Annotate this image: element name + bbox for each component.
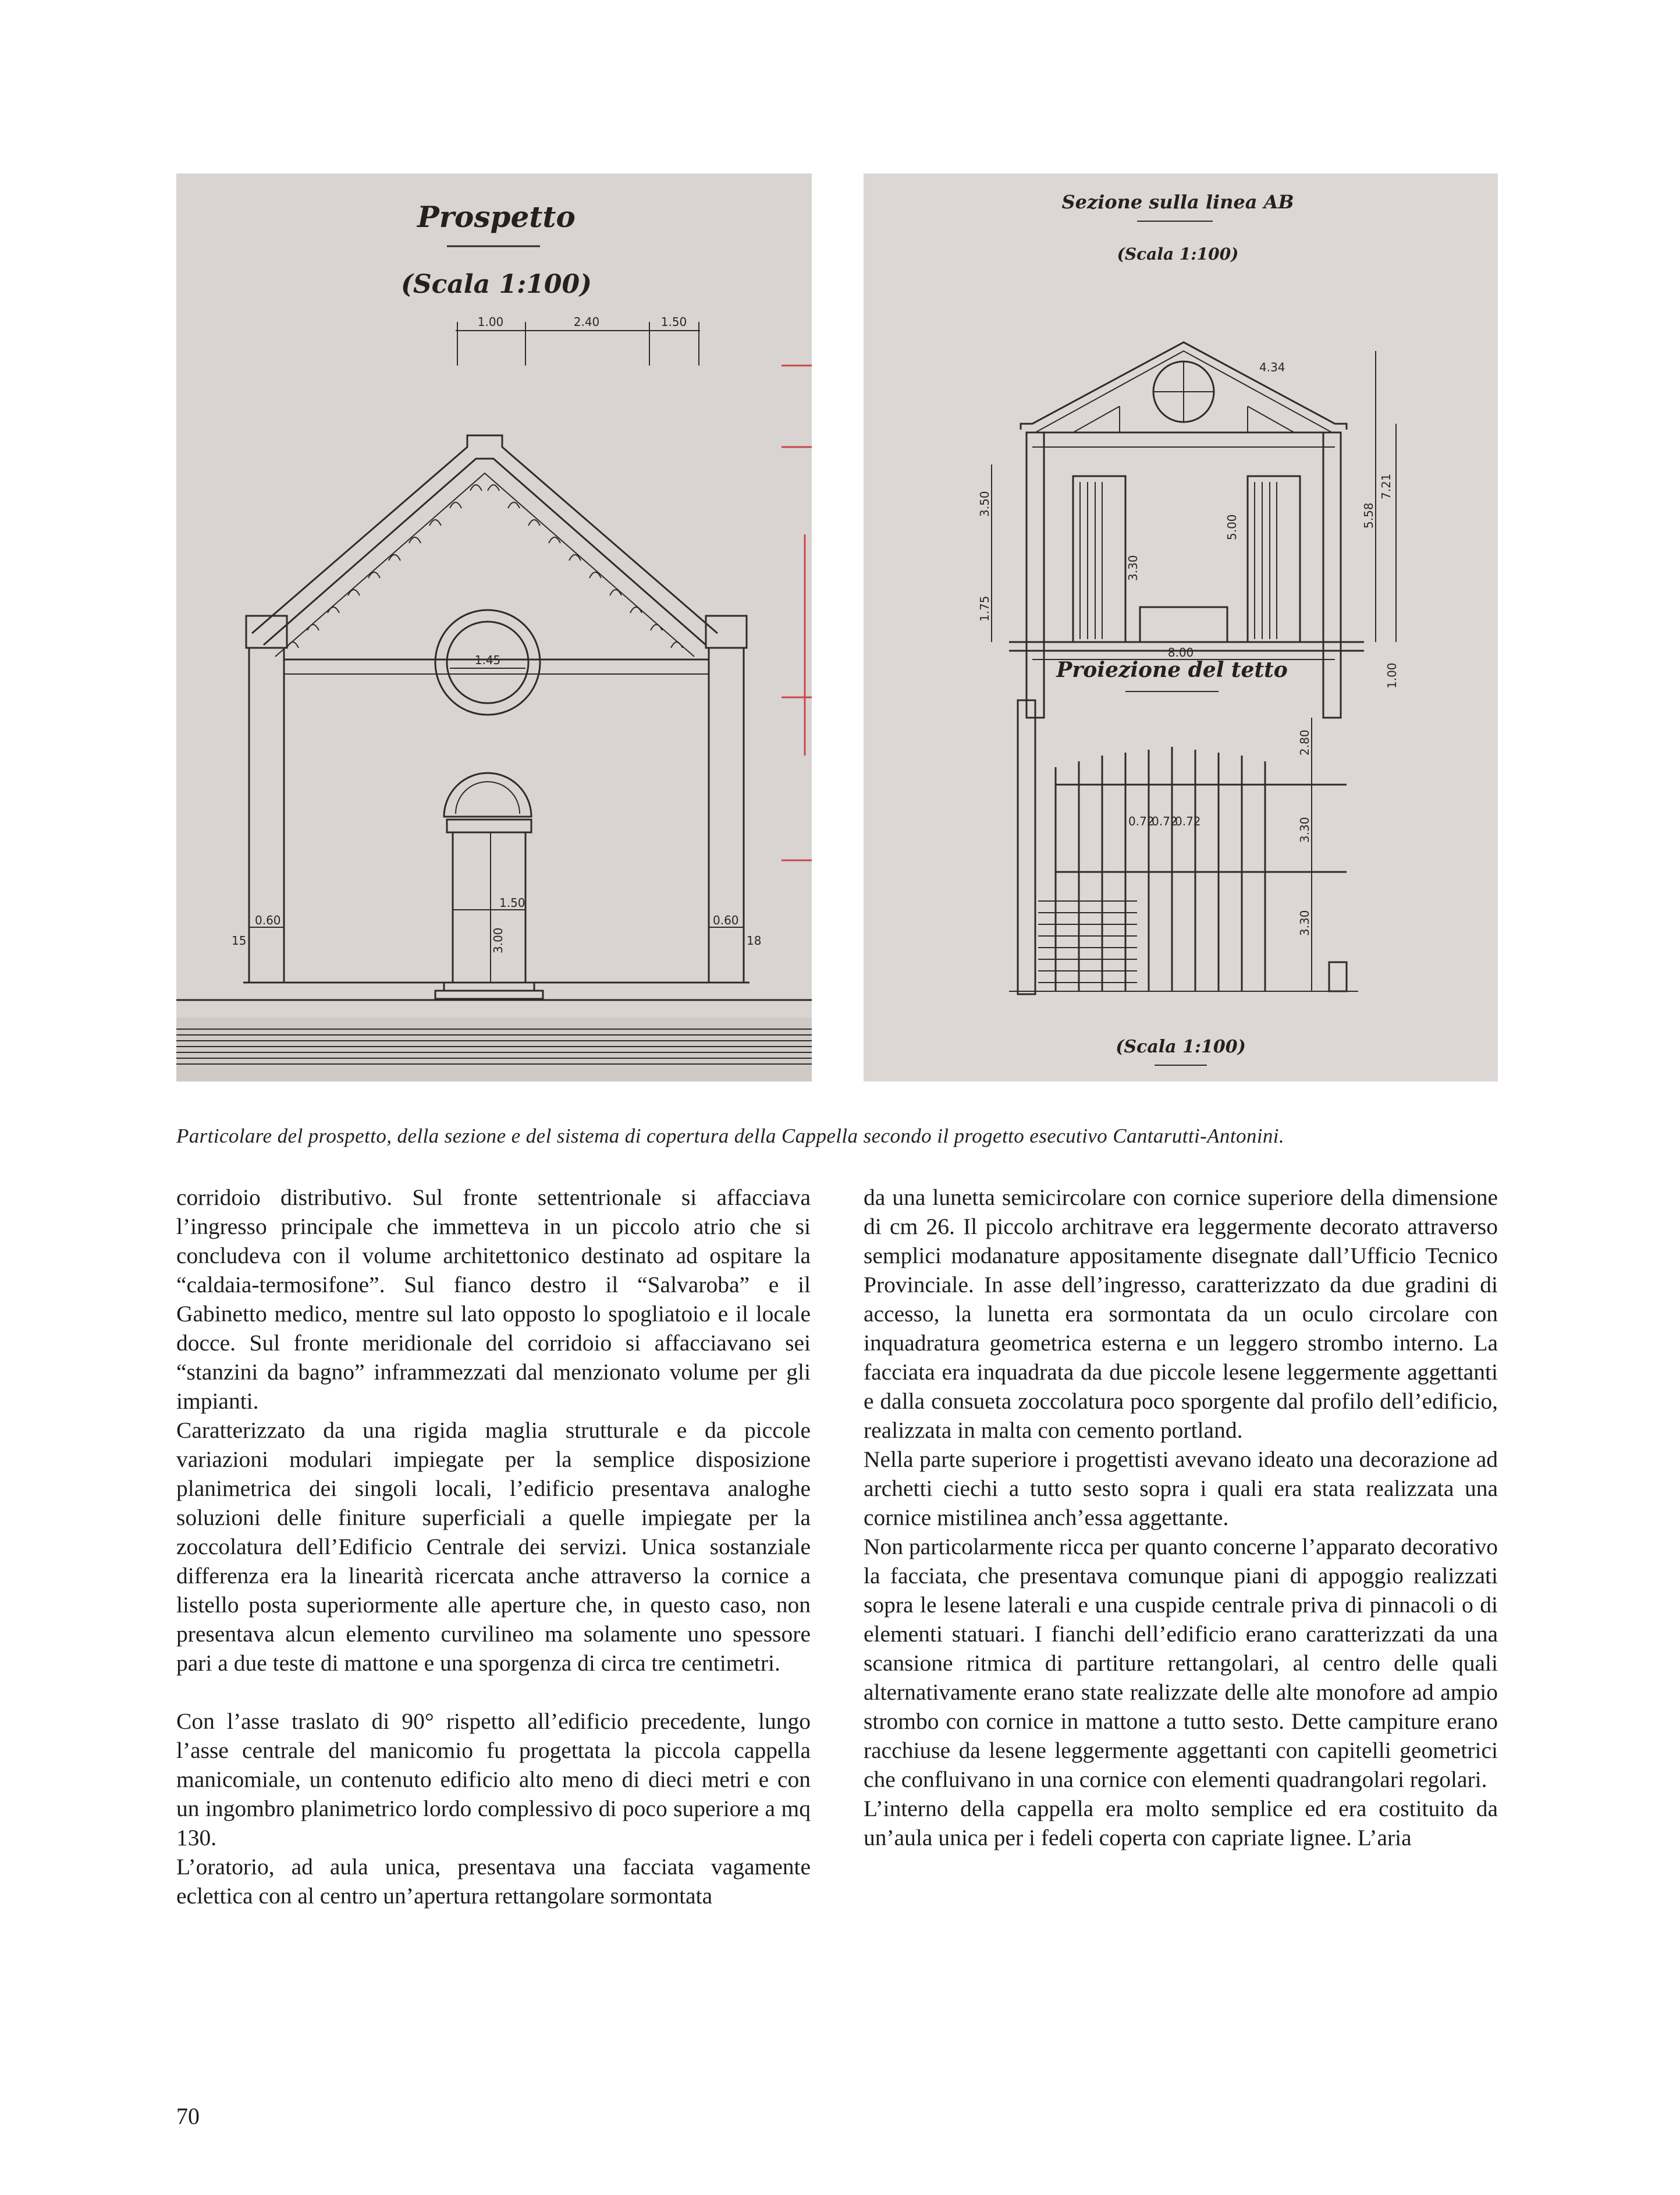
dim-side-height: 5.58 <box>1362 502 1376 529</box>
dim-roof-pitch: 4.34 <box>1259 360 1285 374</box>
dim-base-left: 15 <box>232 934 247 948</box>
figure-caption: Particolare del prospetto, della sezione e del sistema di copertura della Cappella secondo il progetto esecutivo Cantarutti-Antonini. <box>176 1125 1285 1147</box>
paragraph: Con l’asse traslato di 90° rispetto all’edificio precedente, lungo l’asse centrale del manicomio fu progettata la piccola cappella manicomiale, un contenuto edificio alto meno di dieci metri e con un ingombro planimetrico lordo complessivo di poco superiore a mq 130. <box>176 1708 811 1850</box>
figure-sezione-tetto <box>864 173 1498 1081</box>
dim-total-height: 7.21 <box>1379 473 1393 499</box>
paragraph: L’oratorio, ad aula unica, presentava una facciata vagamente eclettica con al centro un’apertura rettangolare sormontata <box>176 1854 811 1909</box>
dim-top-3: 1.50 <box>660 315 687 329</box>
section-title: Sezione sulla linea AB <box>1061 191 1294 213</box>
dim-inner-height: 5.00 <box>1225 514 1239 540</box>
paragraph: da una lunetta semicircolare con cornice superiore della dimensione di cm 26. Il piccolo architrave era leggermente decorato attraverso semplici modanature appositamente disegnate dall’Ufficio Tecnico Provinciale. In asse dell’ingresso, caratterizzato da due gradini di accesso, la lunetta era sormontata da un oculo circolare con inquadratura geometrica esterna e un leggero strombo interno. La facciata era inquadrata da due piccole lesene leggermente aggettanti e dalla consueta zoccolatura poco sporgente dal profilo dell’edificio, realizzata in malta con cemento portland. <box>864 1185 1498 1443</box>
dim-wall-left: 3.50 <box>978 491 992 517</box>
dim-roof-seg-3: 0.72 <box>1175 814 1201 828</box>
dim-base-right: 18 <box>747 934 762 948</box>
sezione-drawing <box>864 173 1498 1081</box>
roof-title: Proiezione del tetto <box>1056 658 1288 682</box>
prospetto-title: Prospetto <box>417 200 576 234</box>
dim-span: 8.00 <box>1167 646 1194 659</box>
dim-roof-seg-1: 0.72 <box>1128 814 1155 828</box>
prospetto-drawing <box>176 173 812 1081</box>
dim-door-left: 3.30 <box>1126 555 1140 581</box>
dim-pilaster-right: 0.60 <box>713 913 739 927</box>
text-column-left <box>176 1183 811 1910</box>
paragraph: Nella parte superiore i progettisti avevano ideato una decorazione ad archetti ciechi a tutto sesto sopra i quali era stata realizzata una cornice mistilinea anch’essa aggettante. <box>864 1446 1498 1530</box>
roof-scale: (Scala 1:100) <box>1116 1037 1246 1057</box>
prospetto-scale: (Scala 1:100) <box>401 270 592 299</box>
dim-door-width: 1.50 <box>499 896 525 910</box>
paragraph: Non particolarmente ricca per quanto concerne l’apparato decorativo la facciata, che presentava comunque piani di appoggio realizzati sopra le lesene laterali e una cuspide centrale priva di pinnacoli o di elementi statuari. I fianchi dell’edificio erano caratterizzati da una scansione ritmica di partiture rettangolari, al centro delle quali alternativamente erano state realizzate delle alte monofore ad ampio strombo con cornice in mattone a tutto sesto. Dette campiture erano racchiuse da lesene leggermente aggettanti con capitelli geometrici che confluivano in una cornice con elementi quadrangolari regolari. <box>864 1534 1498 1792</box>
paragraph: L’interno della cappella era molto semplice ed era costituito da un’aula unica per i fedeli coperta con capriate lignee. L’aria <box>864 1796 1498 1850</box>
section-scale: (Scala 1:100) <box>1117 244 1239 264</box>
dim-base-left: 1.75 <box>978 595 992 622</box>
dim-top-2: 2.40 <box>573 315 600 329</box>
dim-oculus: 1.45 <box>474 653 501 667</box>
page-number: 70 <box>176 2103 200 2129</box>
dim-roof-seg-2: 0.72 <box>1152 814 1178 828</box>
dim-roof-c: 3.30 <box>1298 910 1312 936</box>
paragraph: Caratterizzato da una rigida maglia strutturale e da piccole variazioni modulari impiegate per la semplice disposizione planimetrica dei singoli locali, l’edificio presentava analoghe soluzioni delle finiture superficiali a quelle impiegate per la zoccolatura dell’Edificio Centrale dei servizi. Unica sostanziale differenza era la linearità ricercata anche attraverso la cornice a listello posta superiormente alle aperture che, in questo caso, non presentava alcun elemento curvilineo ma solamente uno spessore pari a due teste di mattone e una sporgenza di circa tre centimetri. <box>176 1417 811 1676</box>
dim-roof-a: 2.80 <box>1298 729 1312 756</box>
dim-door-height: 3.00 <box>491 927 505 953</box>
text-column-right <box>864 1183 1498 1852</box>
dim-top-1: 1.00 <box>477 315 504 329</box>
figure-prospetto <box>176 173 812 1081</box>
dim-pilaster-left: 0.60 <box>255 913 281 927</box>
dim-roof-b: 3.30 <box>1298 817 1312 843</box>
dim-base-right: 1.00 <box>1385 662 1399 689</box>
paragraph: corridoio distributivo. Sul fronte settentrionale si affacciava l’ingresso principale che immetteva in un piccolo atrio che si concludeva con il volume architettonico destinato ad ospitare la “caldaia-termosifone”. Sul fianco destro il “Salvaroba” e il Gabinetto medico, mentre sul lato opposto lo spogliatoio e il locale docce. Sul fronte meridionale del corridoio si affacciavano sei “stanzini da bagno” inframmezzati dal menzionato volume per gli impianti. <box>176 1185 811 1414</box>
